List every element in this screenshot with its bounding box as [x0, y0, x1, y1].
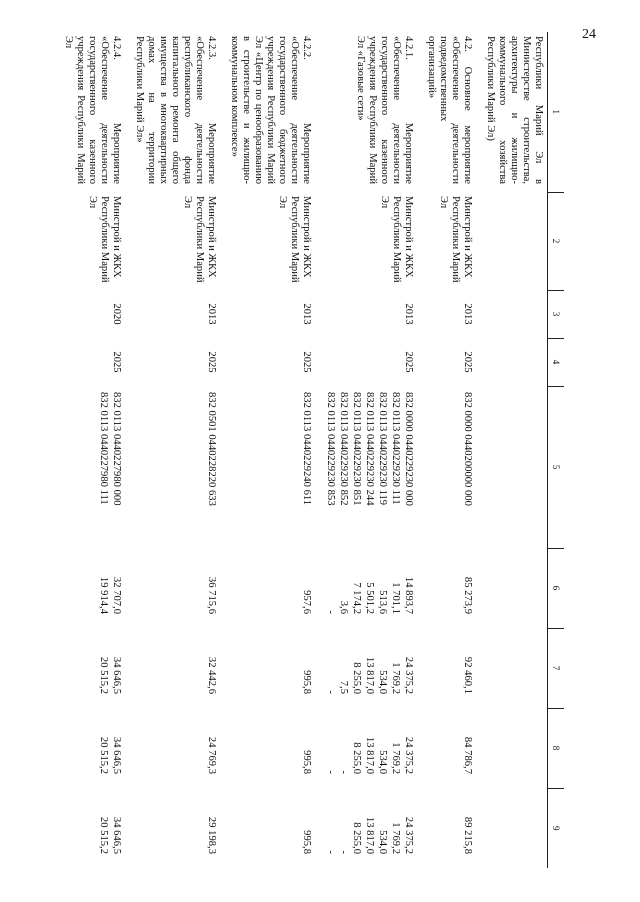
value-line: 534,0	[377, 670, 388, 694]
end-year-cell: 2025	[403, 351, 414, 373]
budget-code-cell	[131, 386, 226, 548]
value-line: 34 646,5	[111, 736, 122, 774]
value-line: 20 515,2	[98, 816, 109, 854]
table-row	[482, 32, 548, 868]
budget-code-line: 832 0113 0440229230 853	[325, 392, 336, 506]
value-line: 34 646,5	[111, 816, 122, 854]
end-year-cell: 2025	[206, 351, 217, 373]
value-cell	[482, 708, 548, 788]
budget-code-line: 832 0113 0440227980 000	[111, 392, 122, 506]
budget-table	[60, 32, 564, 868]
value-line: 1 769,2	[390, 822, 401, 854]
value-line: 534,0	[377, 830, 388, 854]
table-body	[60, 32, 548, 868]
page-number: 24	[582, 27, 596, 42]
value-line: 20 515,2	[98, 736, 109, 774]
value-line: 7,5	[338, 680, 349, 694]
column-header: 6	[548, 548, 565, 628]
value-cell	[321, 628, 423, 708]
executor-cell: Минстрой и ЖКХ Республики Марий Эл	[87, 196, 122, 283]
value-line: 8 255,0	[351, 742, 362, 774]
end-year-cell: 2025	[301, 351, 312, 373]
value-line: 32 442,6	[206, 656, 217, 694]
value-line: 89 215,8	[462, 816, 473, 854]
value-line: 34 646,5	[111, 656, 122, 694]
value-cell	[321, 548, 423, 628]
value-line: 1 769,2	[390, 662, 401, 694]
value-line: 995,8	[301, 830, 312, 854]
budget-code-line: 832 0501 0440228220 633	[206, 392, 217, 506]
activity-name-cell: 4.2.3. Мероприятие «Обеспечение деятельности республиканского фонда капитального ремонта общего имущества в многоквартирных домах на территории Республики Марий Эл»	[134, 36, 217, 184]
value-cell	[60, 548, 131, 628]
value-line: 24 375,2	[403, 816, 414, 854]
value-cell	[131, 628, 226, 708]
executor-cell: Минстрой и ЖКХ Республики Марий Эл	[379, 196, 414, 283]
column-number-row	[548, 32, 565, 868]
value-line: 8 255,0	[351, 662, 362, 694]
value-line: -	[325, 850, 336, 854]
value-line: 84 786,7	[462, 736, 473, 774]
value-line: 19 914,4	[98, 576, 109, 614]
activity-name-cell: 4.2. Основное мероприятие «Обеспечение деятельности подведомственных организаций»	[426, 36, 473, 184]
executor-cell: Минстрой и ЖКХ Республики Марий Эл	[277, 196, 312, 283]
budget-code-cell	[226, 386, 321, 548]
column-header: 3	[548, 290, 565, 338]
value-cell	[60, 628, 131, 708]
budget-code-line: 832 0113 0440229230 244	[364, 392, 375, 506]
value-line: -	[338, 770, 349, 774]
value-line: 534,0	[377, 750, 388, 774]
rotated-table-page	[63, 32, 564, 868]
value-cell	[482, 548, 548, 628]
value-cell	[423, 548, 482, 628]
budget-code-line: 832 0000 0440229230 000	[403, 392, 414, 506]
start-year-cell: 2013	[403, 303, 414, 325]
value-line: -	[325, 610, 336, 614]
value-line: 7 174,2	[351, 582, 362, 614]
table-row	[321, 32, 423, 868]
end-year-cell: 2025	[462, 351, 473, 373]
value-line: 995,8	[301, 670, 312, 694]
executor-cell: Минстрой и ЖКХ Республики Марий Эл	[438, 196, 473, 283]
value-cell	[131, 548, 226, 628]
value-cell	[321, 788, 423, 868]
value-line: 513,6	[377, 590, 388, 614]
value-line: 24 769,3	[206, 736, 217, 774]
start-year-cell: 2013	[301, 303, 312, 325]
column-header: 2	[548, 192, 565, 290]
table-row	[131, 32, 226, 868]
column-header: 5	[548, 386, 565, 548]
value-line: 85 273,9	[462, 576, 473, 614]
budget-code-line: 832 0113 0440229230 851	[351, 392, 362, 506]
value-line: 995,8	[301, 750, 312, 774]
value-line: -	[338, 850, 349, 854]
value-line: 957,6	[301, 590, 312, 614]
column-header: 4	[548, 338, 565, 386]
value-cell	[226, 548, 321, 628]
value-line: 13 817,0	[364, 816, 375, 854]
column-header: 9	[548, 788, 565, 868]
value-line: 8 255,0	[351, 822, 362, 854]
table-row	[423, 32, 482, 868]
value-line: 92 460,1	[462, 656, 473, 694]
budget-code-line: 832 0113 0440229230 111	[390, 392, 401, 505]
value-line: 1 701,1	[390, 582, 401, 614]
value-line: 24 375,2	[403, 656, 414, 694]
value-cell	[482, 628, 548, 708]
value-cell	[482, 788, 548, 868]
value-cell	[226, 708, 321, 788]
budget-code-line: 832 0113 0440229230 852	[338, 392, 349, 506]
executor-cell: Минстрой и ЖКХ Республики Марий Эл	[182, 196, 217, 283]
budget-code-line: 832 0113 0440227980 111	[98, 392, 109, 505]
value-line: 14 893,7	[403, 576, 414, 614]
table-row	[226, 32, 321, 868]
start-year-cell: 2013	[462, 303, 473, 325]
executor-cell	[482, 192, 548, 290]
value-line: 20 515,2	[98, 656, 109, 694]
budget-code-cell	[482, 386, 548, 548]
value-cell	[131, 788, 226, 868]
value-line: 3,6	[338, 600, 349, 614]
value-line: 32 707,0	[111, 576, 122, 614]
value-line: 1 769,2	[390, 742, 401, 774]
budget-code-line: 832 0113 0440229230 119	[377, 392, 388, 506]
value-cell	[321, 708, 423, 788]
start-year-cell: 2020	[111, 303, 122, 325]
value-cell	[423, 708, 482, 788]
value-line: 36 715,6	[206, 576, 217, 614]
budget-code-cell	[60, 386, 131, 548]
value-cell	[60, 708, 131, 788]
column-header: 1	[548, 32, 565, 192]
start-year-cell	[482, 290, 548, 338]
value-line: 13 817,0	[364, 736, 375, 774]
end-year-cell: 2025	[111, 351, 122, 373]
activity-name-cell: 4.2.1. Мероприятие «Обеспечение деятельности государственного казенного учреждения Республики Марий Эл «Газовые сети»	[355, 36, 414, 184]
value-line: -	[325, 690, 336, 694]
value-cell	[226, 628, 321, 708]
end-year-cell	[482, 338, 548, 386]
budget-code-line: 832 0113 0440229240 611	[301, 392, 312, 506]
activity-name-cell: Республики Марий Эл в Министерстве строительства, архитектуры и жилищно-коммунального хозяйства Республики Марий Эл)	[485, 36, 544, 184]
budget-code-cell	[321, 386, 423, 548]
column-header: 7	[548, 628, 565, 708]
activity-name-cell: 4.2.4. Мероприятие «Обеспечение деятельности государственного казенного учреждения Республики Марий Эл	[63, 36, 122, 184]
value-cell	[131, 708, 226, 788]
value-cell	[423, 788, 482, 868]
value-line: 13 817,0	[364, 656, 375, 694]
value-cell	[60, 788, 131, 868]
budget-code-cell	[423, 386, 482, 548]
value-line: 5 501,2	[364, 582, 375, 614]
value-line: -	[325, 770, 336, 774]
value-line: 29 198,3	[206, 816, 217, 854]
value-cell	[423, 628, 482, 708]
column-header: 8	[548, 708, 565, 788]
activity-name-cell: 4.2.2. Мероприятие «Обеспечение деятельности государственного бюджетного учреждения Республики Марий Эл «Центр по ценообразованию в строительстве и жилищно-коммунальном комплексе»	[229, 36, 312, 184]
table-row	[60, 32, 131, 868]
start-year-cell: 2013	[206, 303, 217, 325]
value-cell	[226, 788, 321, 868]
budget-code-line: 832 0000 0440200000 000	[462, 392, 473, 506]
value-line: 24 375,2	[403, 736, 414, 774]
